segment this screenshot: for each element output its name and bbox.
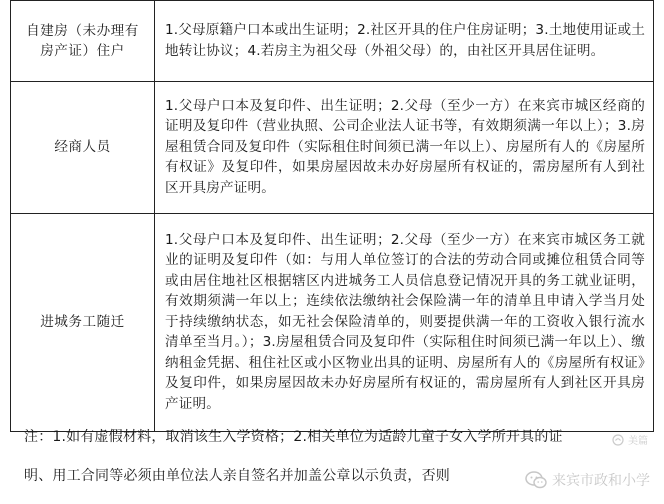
category-label: 自建房（未办理有房产证）住户 [26,22,139,59]
watermark-text: 来宾市政和小学 [552,473,650,489]
watermark-top-text: 美篇 [628,436,648,447]
category-label: 进城务工随迁 [40,314,125,331]
requirements-cell: 1.父母户口本及复印件、出生证明；2.父母（至少一方）在来宾市城区经商的证明及复印件（营业执照、公司企业法人证书等，有效期须满一年以上）；3.房屋租赁合同及复印件（实际租住时间须已满一年以上）、房屋所有人的《房屋所有权证》及复印件，如果房屋因故未办好房屋所有权证的，需房屋所有人到社区开具房产证明。 [155,82,654,214]
category-cell [11,214,155,432]
table-row [11,82,654,214]
requirements-cell: 1.父母原籍户口本或出生证明；2.社区开具的住户住房证明；3.土地使用证或土地转让协议；4.若房主为祖父母（外祖父母）的，由社区开具居住证明。 [155,1,654,82]
watermark-top [612,432,648,447]
table-row [11,214,654,432]
note-line-2: 明、用工合同等必须由单位法人亲自签名并加盖公章以示负责，否则 [24,468,450,484]
requirements-table-container [10,0,654,432]
meipian-logo-icon [612,434,624,446]
table-row [11,1,654,82]
category-cell [11,1,155,82]
category-label: 经商人员 [54,139,111,156]
note-line-1: 注：1.如有虚假材料，取消该生入学资格；2.相关单位为适龄儿童子女入学所开具的证 [24,429,563,445]
requirements-table [10,0,654,432]
category-cell [11,82,155,214]
requirements-cell: 1.父母户口本及复印件、出生证明；2.父母（至少一方）在来宾市城区务工就业的证明及复印件（如：与用人单位签订的合法的劳动合同或摊位租赁合同等或由居住地社区根据辖区内进城务工人员信息登记情况开具的务工就业证明，有效期须满一年以上；连续依法缴纳社会保险满一年的清单且申请入学当月处于持续缴纳状态，如无社会保险清单的，则要提供满一年的工资收入银行流水清单至当月。）；3.房屋租赁合同及复印件（实际租住时间须已满一年以上）、缴纳租金凭据、租住社区或小区物业出具的证明、房屋所有人的《房屋所有权证》及复印件，如果房屋因故未办好房屋所有权证的，需房屋所有人到社区开具房产证明。 [155,214,654,432]
